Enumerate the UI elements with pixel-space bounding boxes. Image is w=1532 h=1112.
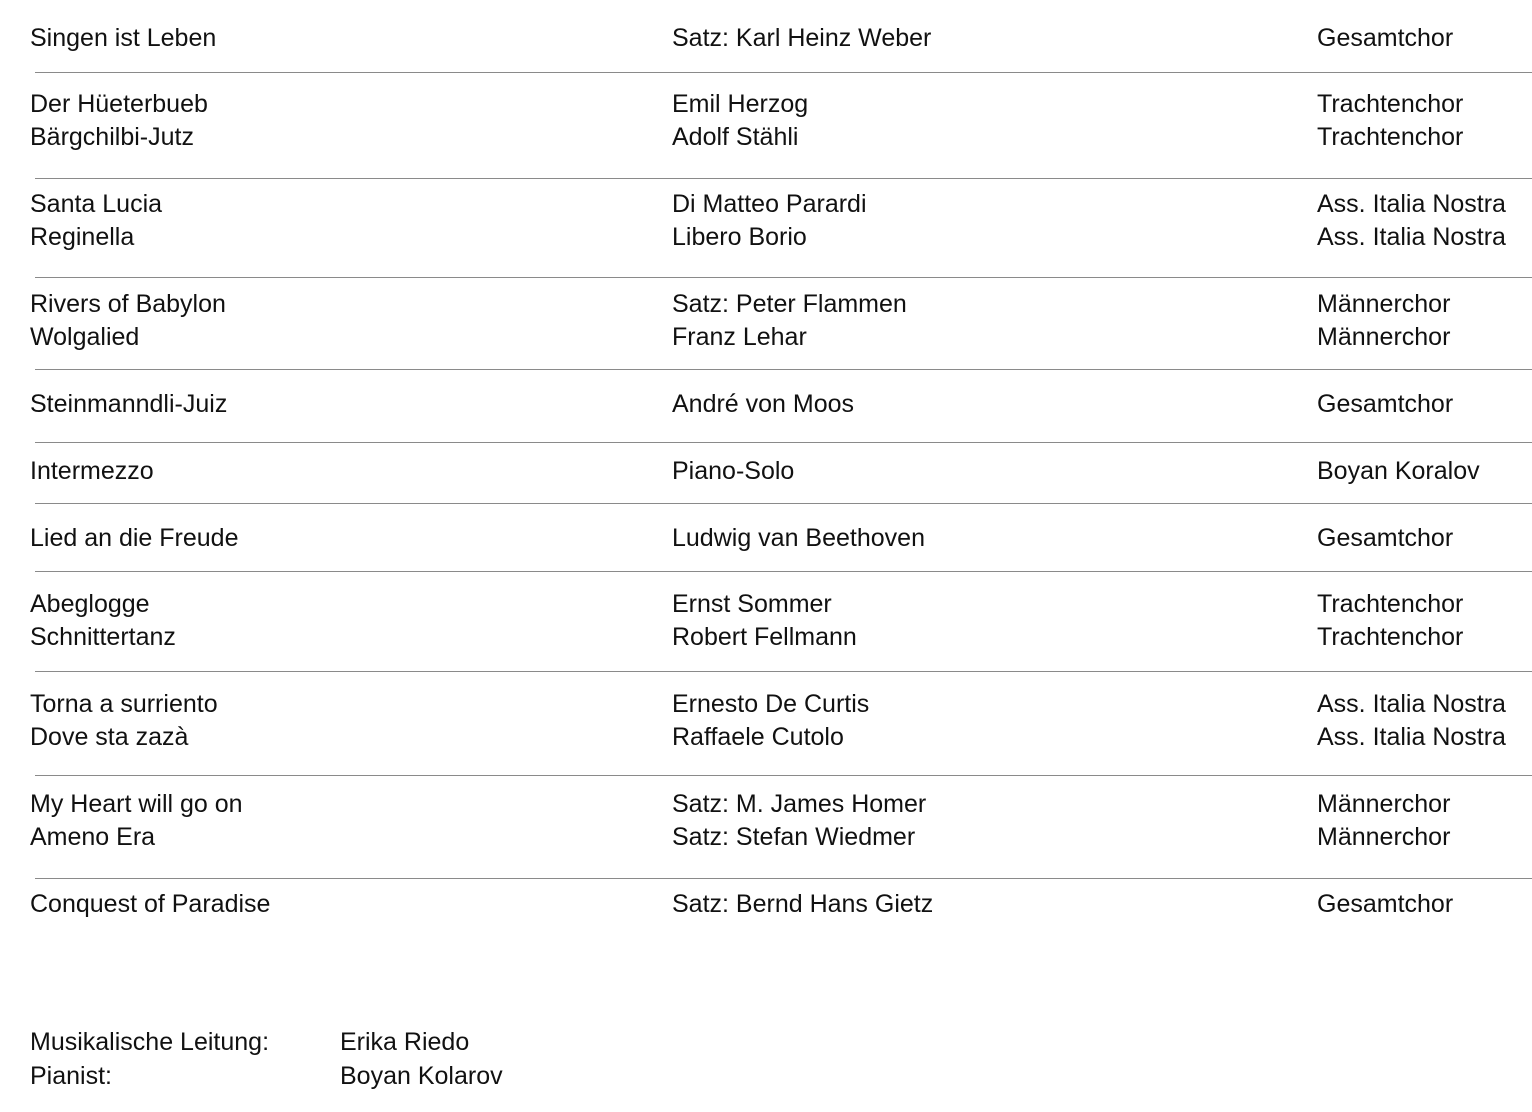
piece-composer: Di Matteo Parardi — [672, 190, 867, 218]
piece-performer: Ass. Italia Nostra — [1317, 223, 1506, 251]
piece-composer: Satz: Karl Heinz Weber — [672, 24, 932, 52]
piece-title: Ameno Era — [30, 823, 156, 851]
piece-composer: Ernesto De Curtis — [672, 690, 870, 718]
piece-composer: Libero Borio — [672, 223, 807, 251]
piece-performer: Trachtenchor — [1317, 623, 1464, 651]
piece-composer: Adolf Stähli — [672, 123, 799, 151]
piece-title: Bärgchilbi-Jutz — [30, 123, 194, 151]
piece-title: Singen ist Leben — [30, 24, 217, 52]
row-divider — [35, 571, 1532, 572]
piece-performer: Trachtenchor — [1317, 590, 1464, 618]
piece-performer: Männerchor — [1317, 790, 1451, 818]
row-divider — [35, 878, 1532, 879]
piece-performer: Gesamtchor — [1317, 24, 1454, 52]
piece-performer: Männerchor — [1317, 323, 1451, 351]
row-divider — [35, 775, 1532, 776]
piece-title: My Heart will go on — [30, 790, 243, 818]
piece-composer: Ernst Sommer — [672, 590, 832, 618]
row-divider — [35, 442, 1532, 443]
piece-performer: Gesamtchor — [1317, 890, 1454, 918]
piece-performer: Männerchor — [1317, 823, 1451, 851]
piece-composer: Satz: Bernd Hans Gietz — [672, 890, 934, 918]
piece-title: Rivers of Babylon — [30, 290, 226, 318]
piece-composer: Robert Fellmann — [672, 623, 857, 651]
piece-composer: Satz: Stefan Wiedmer — [672, 823, 916, 851]
piece-performer: Trachtenchor — [1317, 123, 1464, 151]
piece-title: Wolgalied — [30, 323, 140, 351]
piece-performer: Boyan Koralov — [1317, 457, 1480, 485]
piece-composer: Ludwig van Beethoven — [672, 524, 925, 552]
piece-composer: Satz: Peter Flammen — [672, 290, 907, 318]
piece-title: Abeglogge — [30, 590, 150, 618]
credit-label: Musikalische Leitung: — [30, 1028, 270, 1056]
piece-title: Dove sta zazà — [30, 723, 189, 751]
piece-performer: Trachtenchor — [1317, 90, 1464, 118]
credit-value: Erika Riedo — [340, 1028, 470, 1056]
credit-label: Pianist: — [30, 1062, 112, 1090]
piece-title: Reginella — [30, 223, 135, 251]
piece-composer: Emil Herzog — [672, 90, 809, 118]
row-divider — [35, 671, 1532, 672]
piece-performer: Männerchor — [1317, 290, 1451, 318]
piece-performer: Ass. Italia Nostra — [1317, 190, 1506, 218]
piece-composer: Raffaele Cutolo — [672, 723, 844, 751]
row-divider — [35, 72, 1532, 73]
row-divider — [35, 277, 1532, 278]
row-divider — [35, 178, 1532, 179]
credit-value: Boyan Kolarov — [340, 1062, 503, 1090]
piece-performer: Gesamtchor — [1317, 524, 1454, 552]
piece-performer: Ass. Italia Nostra — [1317, 690, 1506, 718]
piece-title: Der Hüeterbueb — [30, 90, 208, 118]
piece-performer: Ass. Italia Nostra — [1317, 723, 1506, 751]
piece-title: Intermezzo — [30, 457, 154, 485]
piece-title: Santa Lucia — [30, 190, 163, 218]
piece-title: Steinmanndli-Juiz — [30, 390, 228, 418]
piece-performer: Gesamtchor — [1317, 390, 1454, 418]
piece-composer: André von Moos — [672, 390, 855, 418]
row-divider — [35, 369, 1532, 370]
piece-composer: Satz: M. James Homer — [672, 790, 927, 818]
piece-title: Torna a surriento — [30, 690, 218, 718]
piece-title: Conquest of Paradise — [30, 890, 271, 918]
row-divider — [35, 503, 1532, 504]
piece-title: Schnittertanz — [30, 623, 176, 651]
piece-composer: Piano-Solo — [672, 457, 795, 485]
piece-composer: Franz Lehar — [672, 323, 807, 351]
piece-title: Lied an die Freude — [30, 524, 239, 552]
